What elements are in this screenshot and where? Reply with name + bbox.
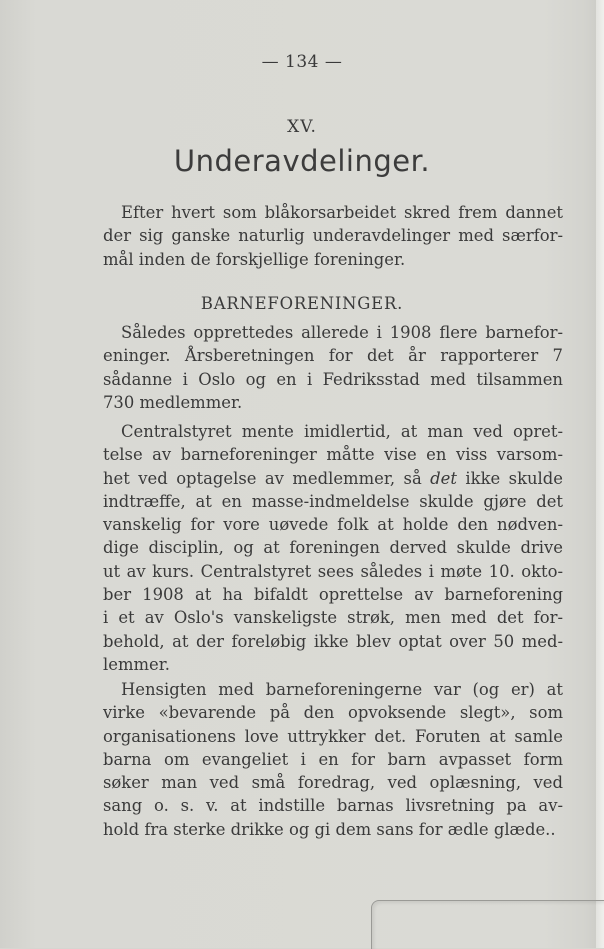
text-line: telse av barneforeninger måtte vise en viss varsom-: [103, 445, 563, 465]
paragraph-2: [103, 420, 563, 676]
text-line: ber 1908 at ha bifaldt oprettelse av barneforening: [103, 585, 563, 605]
text-line: eninger. Årsberetningen for det år rapporterer 7: [103, 346, 563, 366]
paragraph-1: [103, 321, 563, 414]
page-number: — 134 —: [261, 52, 343, 72]
text-fragment: ikke skulde: [456, 468, 563, 488]
text-line: 730 medlemmer.: [103, 392, 243, 412]
text-line: barna om evangeliet i en for barn avpasset form: [103, 749, 563, 769]
text-line: organisationens love uttrykker det. Foruten at samle: [103, 726, 563, 746]
text-fragment: het ved optagelse av medlemmer, så: [103, 468, 431, 488]
text-line: ut av kurs. Centralstyret sees således i møte 10. okto-: [103, 561, 563, 581]
text-line: Hensigten med barneforeningerne var (og er) at: [121, 680, 563, 699]
text-line: lemmer.: [103, 654, 170, 674]
text-line: indtræffe, at en masse-indmeldelse skulde gjøre det: [103, 491, 563, 511]
text-line: sådanne i Oslo og en i Fedriksstad med tilsammen: [103, 369, 563, 389]
chapter-title: Underavdelinger.: [173, 144, 431, 178]
text-line: der sig ganske naturlig underavdelinger med særfor-: [103, 226, 563, 246]
text-line: virke «bevarende på den opvoksende slegt», som: [103, 703, 563, 723]
paragraph-3: [103, 678, 563, 841]
section-heading: BARNEFORENINGER.: [200, 294, 404, 313]
page-edge: [596, 0, 604, 948]
library-label-edge: [371, 900, 604, 949]
text-line: Centralstyret mente imidlertid, at man ved opret-: [121, 422, 563, 441]
text-line: sang o. s. v. at indstille barnas livsretning pa av-: [103, 796, 563, 816]
text-line-with-emphasis: [103, 467, 563, 490]
text-line: søker man ved små foredrag, ved oplæsning, ved: [103, 773, 563, 793]
intro-paragraph: [103, 201, 563, 271]
text-line: vanskelig for vore uøvede folk at holde den nødven-: [103, 515, 563, 535]
emphasized-word: det: [430, 468, 457, 488]
chapter-number: XV.: [287, 117, 317, 137]
text-line: Efter hvert som blåkorsarbeidet skred frem dannet: [121, 203, 563, 222]
text-line: mål inden de forskjellige foreninger.: [103, 249, 406, 269]
text-line: hold fra sterke drikke og gi dem sans for ædle glæde..: [103, 819, 556, 839]
text-line: behold, at der foreløbig ikke blev optat over 50 med-: [103, 631, 563, 651]
text-line: Således opprettedes allerede i 1908 flere barnefor-: [121, 323, 563, 342]
text-line: i et av Oslo's vanskeligste strøk, men med det for-: [103, 608, 563, 628]
text-line: dige disciplin, og at foreningen derved skulde drive: [103, 538, 563, 558]
